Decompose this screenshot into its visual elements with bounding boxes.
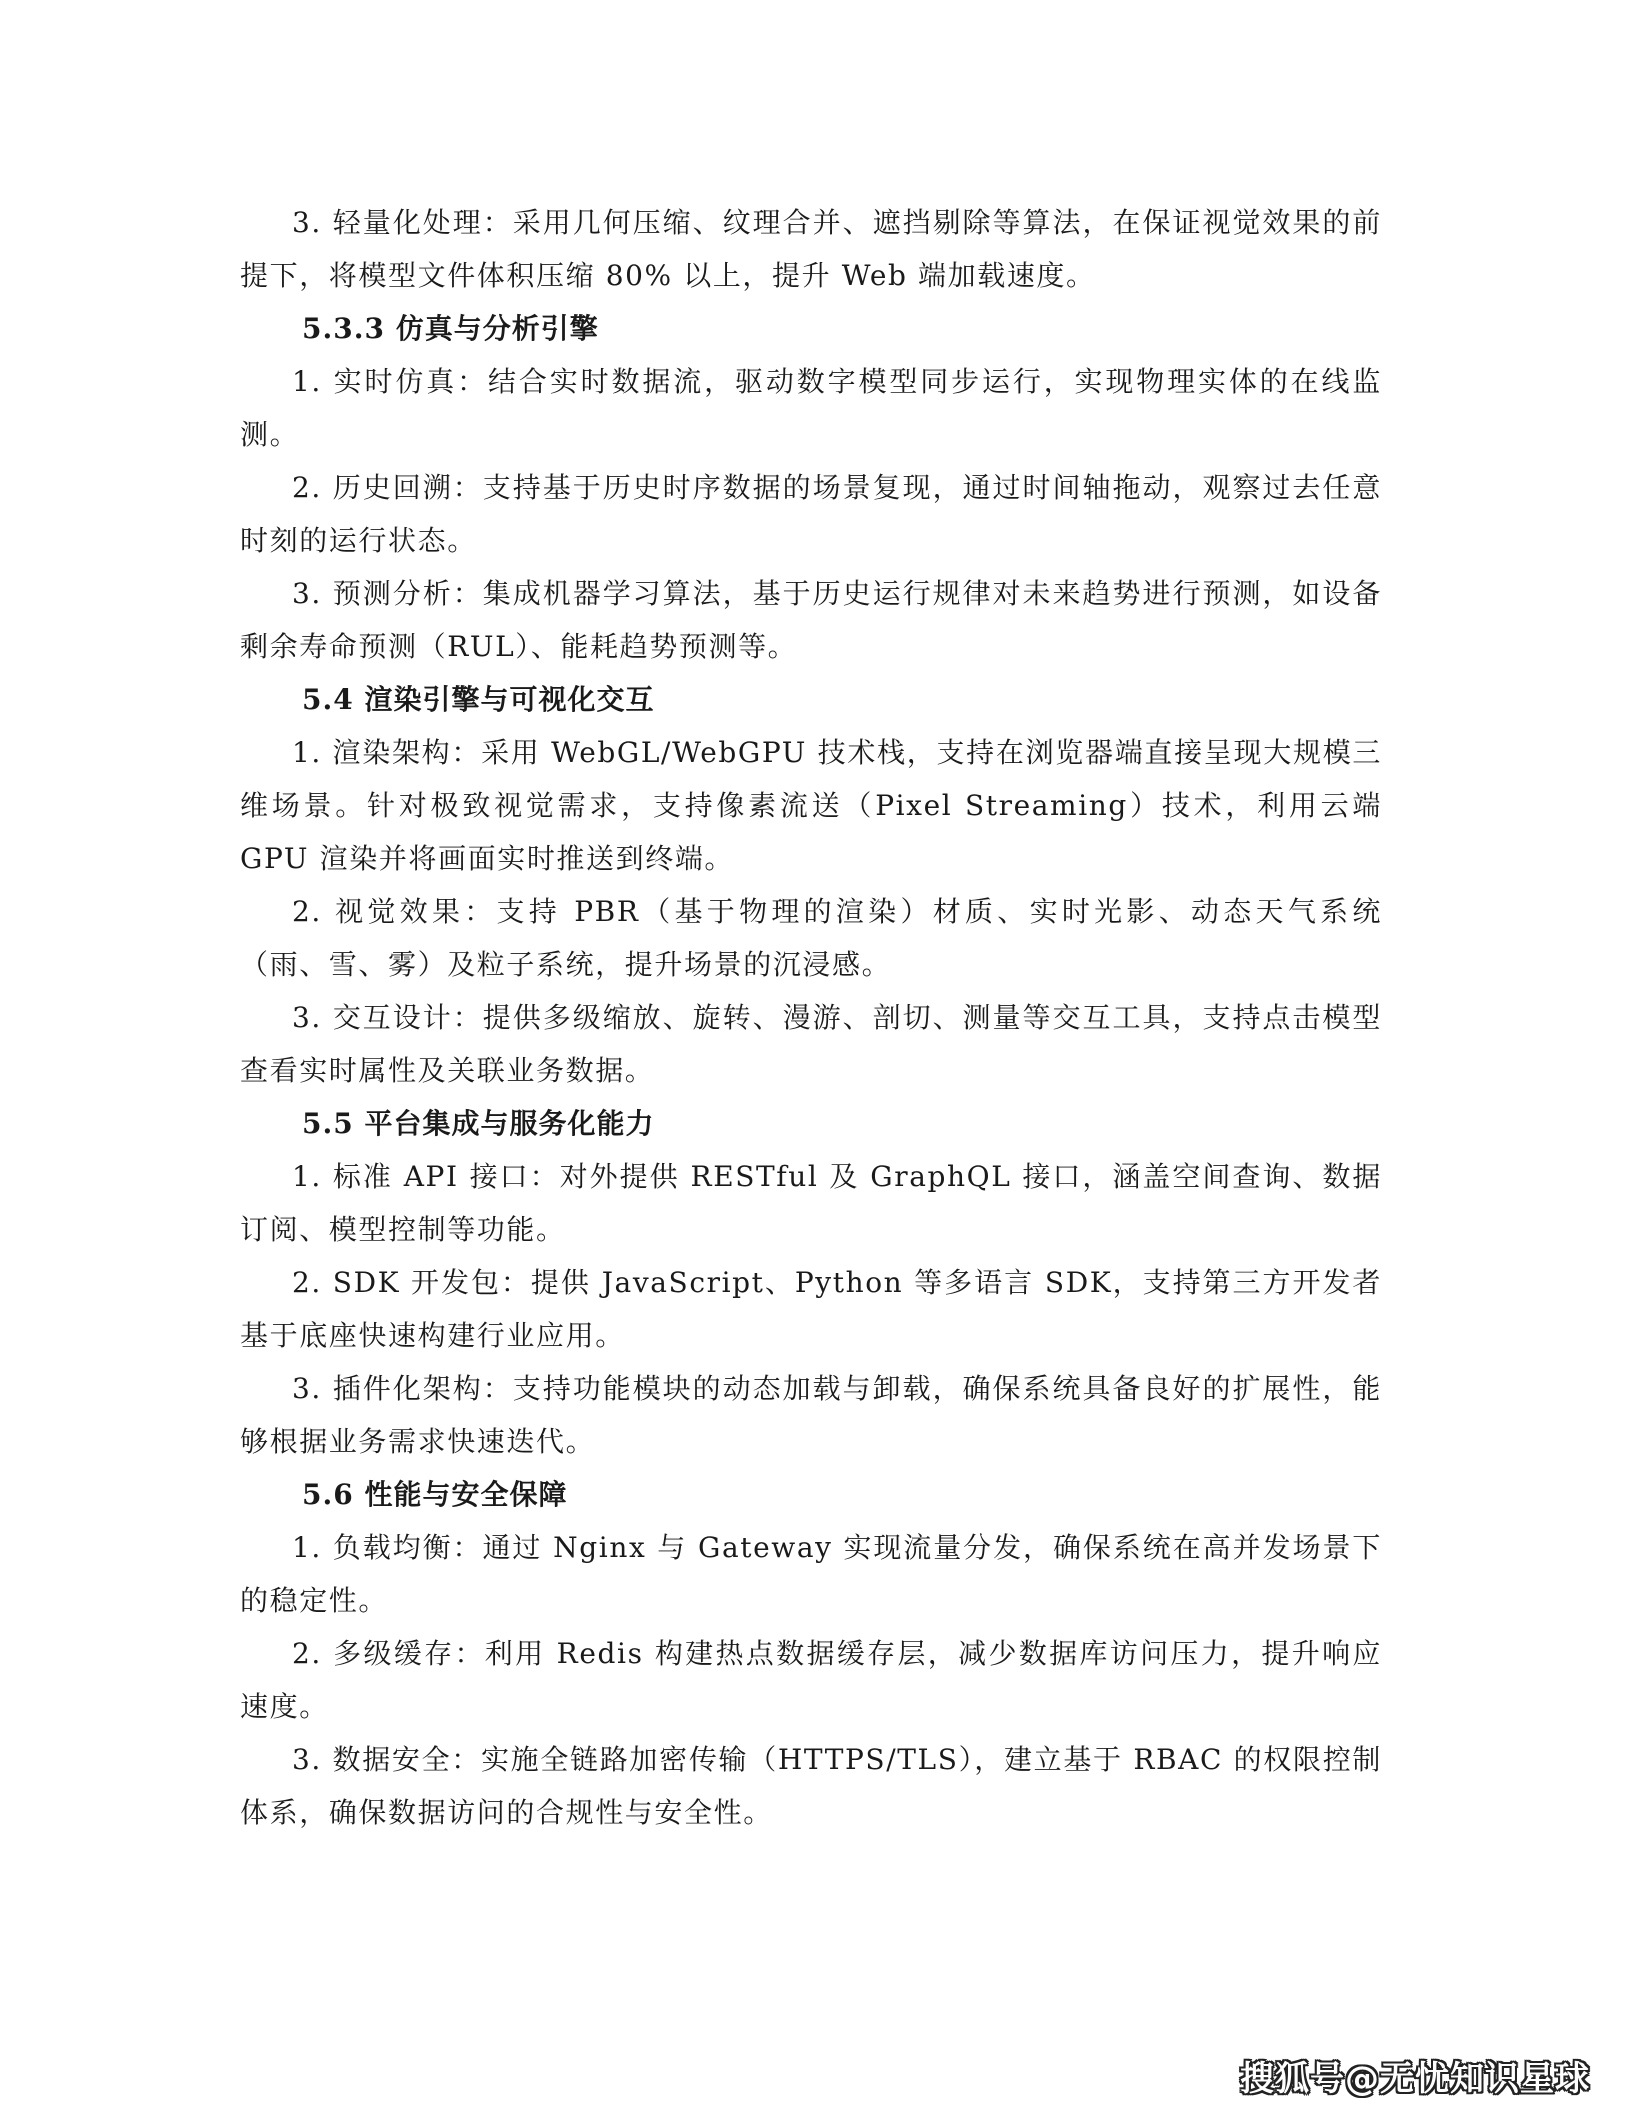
paragraph-visual-effects: 2. 视觉效果：支持 PBR（基于物理的渲染）材质、实时光影、动态天气系统（雨、雪、雾）及粒子系统，提升场景的沉浸感。 (240, 895, 1382, 981)
watermark: 搜狐号@无忧知识星球 (1240, 2059, 1590, 2099)
paragraph-plugin-architecture: 3. 插件化架构：支持功能模块的动态加载与卸载，确保系统具备良好的扩展性，能够根据业务需求快速迭代。 (240, 1372, 1382, 1458)
section-heading-5-3-3: 5.3.3 仿真与分析引擎 (302, 312, 599, 345)
paragraph-lightweight-processing: 3. 轻量化处理：采用几何压缩、纹理合并、遮挡剔除等算法，在保证视觉效果的前提下，将模型文件体积压缩 80% 以上，提升 Web 端加载速度。 (240, 206, 1382, 292)
paragraph-prediction-analysis: 3. 预测分析：集成机器学习算法，基于历史运行规律对未来趋势进行预测，如设备剩余寿命预测（RUL）、能耗趋势预测等。 (240, 577, 1382, 663)
paragraph-history-replay: 2. 历史回溯：支持基于历史时序数据的场景复现，通过时间轴拖动，观察过去任意时刻的运行状态。 (240, 471, 1382, 557)
paragraph-multilevel-cache: 2. 多级缓存：利用 Redis 构建热点数据缓存层，减少数据库访问压力，提升响应速度。 (240, 1637, 1382, 1723)
paragraph-load-balancing: 1. 负载均衡：通过 Nginx 与 Gateway 实现流量分发，确保系统在高并发场景下的稳定性。 (240, 1531, 1382, 1617)
document-body (240, 196, 1382, 1839)
section-heading-5-5: 5.5 平台集成与服务化能力 (302, 1107, 655, 1140)
paragraph-realtime-simulation: 1. 实时仿真：结合实时数据流，驱动数字模型同步运行，实现物理实体的在线监测。 (240, 365, 1382, 451)
section-heading-5-4: 5.4 渲染引擎与可视化交互 (302, 683, 655, 716)
paragraph-sdk: 2. SDK 开发包：提供 JavaScript、Python 等多语言 SDK，支持第三方开发者基于底座快速构建行业应用。 (240, 1266, 1382, 1352)
paragraph-render-architecture: 1. 渲染架构：采用 WebGL/WebGPU 技术栈，支持在浏览器端直接呈现大规模三维场景。针对极致视觉需求，支持像素流送（Pixel Streaming）技术，利用云端 GPU 渲染并将画面实时推送到终端。 (240, 736, 1382, 875)
section-heading-5-6: 5.6 性能与安全保障 (302, 1478, 568, 1511)
paragraph-interaction-design: 3. 交互设计：提供多级缩放、旋转、漫游、剖切、测量等交互工具，支持点击模型查看实时属性及关联业务数据。 (240, 1001, 1382, 1087)
paragraph-standard-api: 1. 标准 API 接口：对外提供 RESTful 及 GraphQL 接口，涵盖空间查询、数据订阅、模型控制等功能。 (240, 1160, 1382, 1246)
paragraph-data-security: 3. 数据安全：实施全链路加密传输（HTTPS/TLS），建立基于 RBAC 的权限控制体系，确保数据访问的合规性与安全性。 (240, 1743, 1382, 1829)
